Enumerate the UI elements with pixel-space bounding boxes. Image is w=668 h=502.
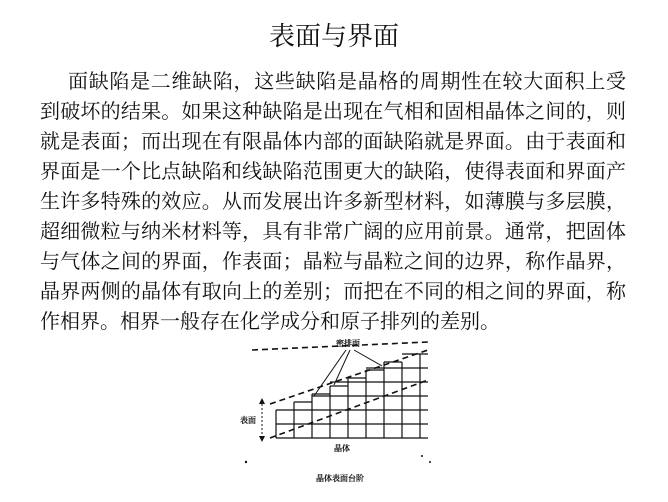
label-crystal: 晶体 (334, 444, 350, 453)
body-paragraph: 面缺陷是二维缺陷，这些缺陷是晶格的周期性在较大面积上受到破坏的结果。如果这种缺陷是出现在气相和固相晶体之间的，则就是表面；而出现在有限晶体内部的面缺陷就是界面。由于表面和界面是一个比点缺陷和线缺陷范围更大的缺陷，使得表面和界面产生许多特殊的效应。从而发展出许多新型材料，如薄膜与多层膜，超细微粒与纳米材料等，具有非常广阔的应用前景。通常，把固体与气体之间的界面，作表面；晶粒与晶粒之间的边界，称作晶界，晶界两侧的晶体有取向上的差别；而把在不同的相之间的界面，称作相界。相界一般存在化学成分和原子排列的差别。 (40, 69, 626, 333)
page-title: 表面与界面 (268, 22, 399, 52)
figure-caption: 晶体表面台阶 (316, 474, 364, 483)
label-close-packed-plane: 密排面 (336, 339, 360, 348)
label-surface: 表面 (240, 416, 256, 425)
surface-step-figure (240, 338, 440, 502)
crystal-lattice-grid (276, 354, 428, 438)
